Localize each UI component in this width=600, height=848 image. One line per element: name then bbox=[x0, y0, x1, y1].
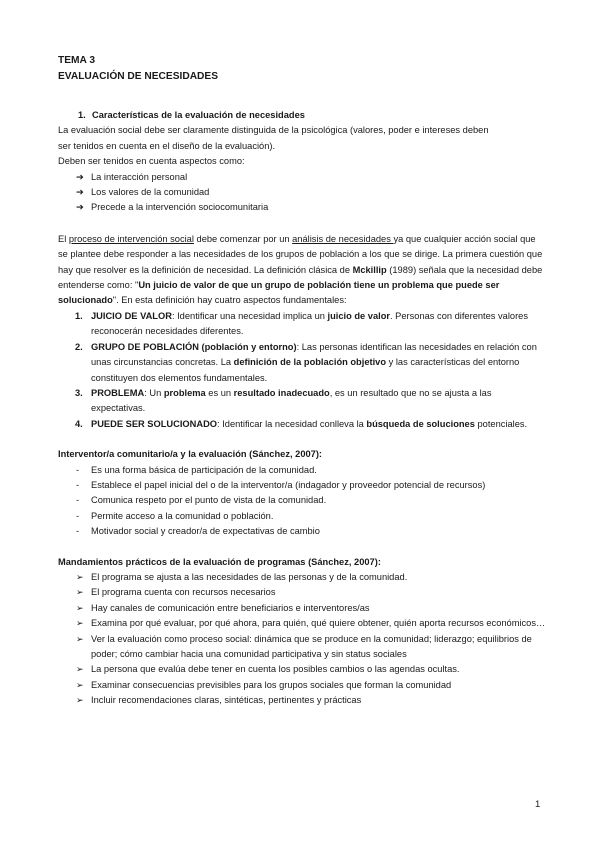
aspects-list bbox=[58, 170, 546, 216]
list-item: ➢ La persona que evalúa debe tener en cuenta los posibles cambios o las agendas ocultas. bbox=[58, 662, 546, 677]
page-number: 1 bbox=[535, 799, 541, 810]
intro-line: ser tenidos en cuenta en el diseño de la evaluación). bbox=[58, 140, 276, 151]
intro-line: La evaluación social debe ser claramente distinguida de la psicológica (valores, poder e intereses deben bbox=[58, 125, 489, 136]
list-item: - Comunica respeto por el punto de vista de la comunidad. bbox=[76, 495, 327, 506]
document-title-line1: TEMA 3 bbox=[58, 55, 95, 66]
triangle-arrow-icon: ➢ bbox=[76, 633, 84, 644]
list-item: 4. PUEDE SER SOLUCIONADO: Identificar la necesidad conlleva la búsqueda de soluciones potenciales. bbox=[75, 418, 528, 429]
list-item: 1. JUICIO DE VALOR: Identificar una necesidad implica un juicio de valor. Personas con diferentes valores reconocerán necesidades diferentes. bbox=[75, 310, 528, 337]
triangle-arrow-icon: ➢ bbox=[76, 679, 84, 690]
arrow-bullet-icon: ➔ bbox=[76, 202, 84, 213]
list-item: ➢ Ver la evaluación como proceso social: dinámica que se produce en la comunidad; liderazgo; equilibrios de poder; cómo cambiar hacia una comunidad participativa y sin status sociales bbox=[76, 633, 532, 659]
list-item: - Establece el papel inicial del o de la interventor/a (indagador y proveedor potencial de recursos) bbox=[76, 479, 486, 490]
triangle-arrow-icon: ➢ bbox=[76, 571, 84, 582]
list-item: ➢ Hay canales de comunicación entre beneficiarios e interventores/as bbox=[58, 601, 546, 616]
triangle-arrow-icon: ➢ bbox=[76, 664, 84, 675]
triangle-arrow-icon: ➢ bbox=[76, 602, 84, 613]
list-item: - Permite acceso a la comunidad o población. bbox=[76, 510, 274, 521]
list-item: 3. PROBLEMA: Un problema es un resultado inadecuado, es un resultado que no se ajusta a las expectativas. bbox=[75, 387, 492, 414]
list-item: ➢ Examinar consecuencias previsibles para los grupos sociales que forman la comunidad bbox=[58, 678, 546, 693]
list-item: - Motivador social y creador/a de expectativas de cambio bbox=[76, 526, 320, 537]
section-heading bbox=[58, 108, 546, 123]
definition-quote: Un juicio de valor de que un grupo de población tiene un problema que puede ser solucionado bbox=[58, 280, 500, 306]
mandamientos-list bbox=[58, 570, 546, 709]
section-number: 1. bbox=[78, 110, 86, 120]
arrow-bullet-icon: ➔ bbox=[76, 171, 84, 182]
list-item: ➔ Precede a la intervención sociocomunitaria bbox=[58, 200, 546, 215]
list-item: - Es una forma básica de participación de la comunidad. bbox=[76, 464, 317, 475]
body-paragraph: El proceso de intervención social debe comenzar por un análisis de necesidades ya que cualquier acción social que se plantee debe responder a las necesidades de los grupos de población a los que se dirige. La primera cuestión que hay que resolver es la definición de necesidad. La definición clásica de Mckillip (1989) señala que la necesidad debe entenderse como: "Un juicio de valor de que un grupo de población tiene un problema que puede ser solucionado". En esta definición hay cuatro aspectos fundamentales: bbox=[58, 233, 543, 306]
intro-line: Deben ser tenidos en cuenta aspectos como: bbox=[58, 156, 245, 167]
list-item: ➢ El programa se ajusta a las necesidades de las personas y de la comunidad. bbox=[58, 570, 546, 585]
mandamientos-heading: Mandamientos prácticos de la evaluación de programas (Sánchez, 2007): bbox=[58, 556, 381, 567]
underlined-term: análisis de necesidades bbox=[292, 233, 394, 244]
underlined-term: proceso de intervención social bbox=[68, 233, 194, 244]
numbered-aspects-list bbox=[58, 309, 546, 432]
list-item: ➔ La interacción personal bbox=[58, 170, 546, 185]
document-title-line2: EVALUACIÓN DE NECESIDADES bbox=[58, 71, 218, 82]
triangle-arrow-icon: ➢ bbox=[76, 587, 84, 598]
triangle-arrow-icon: ➢ bbox=[76, 618, 84, 629]
section-heading-text: Características de la evaluación de necesidades bbox=[92, 110, 305, 120]
list-item: ➔ Los valores de la comunidad bbox=[58, 185, 546, 200]
list-item: ➢ Incluir recomendaciones claras, sintéticas, pertinentes y prácticas bbox=[58, 693, 546, 708]
interventor-heading: Interventor/a comunitario/a y la evaluación (Sánchez, 2007): bbox=[58, 449, 323, 460]
document-page bbox=[58, 53, 546, 709]
list-item: ➢ Examina por qué evaluar, por qué ahora, para quién, qué quiere obtener, quién aporta recursos económicos… bbox=[58, 616, 546, 631]
triangle-arrow-icon: ➢ bbox=[76, 695, 84, 706]
list-item: 2. GRUPO DE POBLACIÓN (población y entorno): Las personas identifican las necesidades en relación con unas circunstancias concretas. La definición de la población objetivo y las características del entorno constituyen dos elementos fundamentales. bbox=[75, 341, 537, 383]
list-item: ➢ El programa cuenta con recursos necesarios bbox=[58, 585, 546, 600]
author-name: Mckillip bbox=[352, 264, 387, 275]
arrow-bullet-icon: ➔ bbox=[76, 187, 84, 198]
interventor-list bbox=[58, 463, 546, 540]
